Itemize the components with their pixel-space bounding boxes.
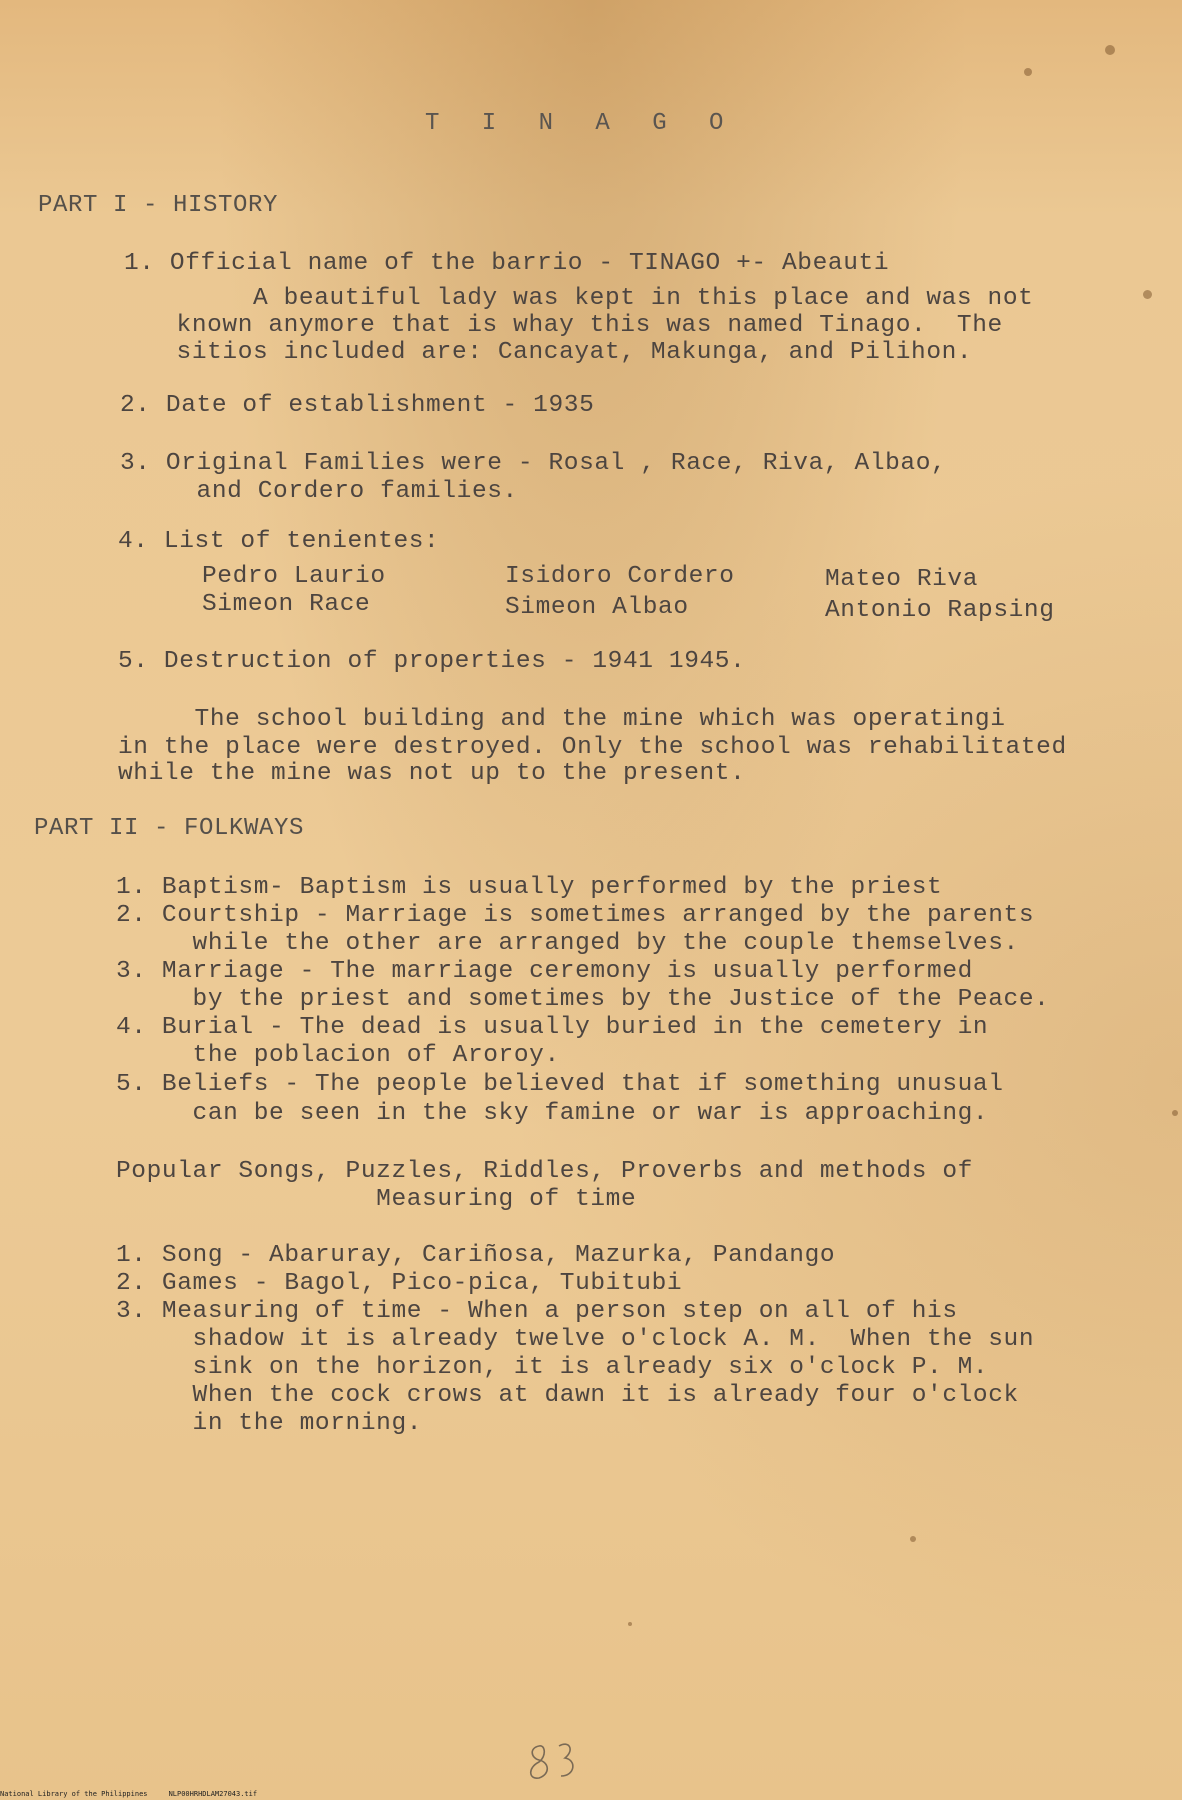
songs-item: sink on the horizon, it is already six o'clock P. M. bbox=[116, 1354, 989, 1381]
teniente-name: Pedro Laurio bbox=[202, 563, 386, 590]
stain-spot bbox=[910, 1536, 916, 1542]
songs-item: 3. Measuring of time - When a person step on all of his bbox=[116, 1298, 958, 1325]
part1-item-2: 2. Date of establishment - 1935 bbox=[120, 392, 595, 419]
destruction-note-line: in the place were destroyed. Only the school was rehabilitated bbox=[118, 734, 1067, 761]
part1-item-1: 1. Official name of the barrio - TINAGO +- Abeauti bbox=[124, 250, 890, 277]
part2-item: 2. Courtship - Marriage is sometimes arranged by the parents bbox=[116, 902, 1035, 929]
part2-item: 3. Marriage - The marriage ceremony is usually performed bbox=[116, 958, 973, 985]
stain-spot bbox=[1024, 68, 1032, 76]
teniente-name: Antonio Rapsing bbox=[825, 597, 1055, 624]
part2-item: 1. Baptism- Baptism is usually performed by the priest bbox=[116, 874, 943, 901]
handwritten-page-number bbox=[525, 1736, 585, 1786]
part2-item: while the other are arranged by the couple themselves. bbox=[116, 930, 1019, 957]
part1-item-5: 5. Destruction of properties - 1941 1945. bbox=[118, 648, 746, 675]
part2-item: 5. Beliefs - The people believed that if something unusual bbox=[116, 1071, 1004, 1098]
teniente-name: Mateo Riva bbox=[825, 566, 979, 593]
songs-item: 2. Games - Bagol, Pico-pica, Tubitubi bbox=[116, 1270, 683, 1297]
part1-item-4: 4. List of tenientes: bbox=[118, 528, 440, 555]
stain-spot bbox=[628, 1622, 632, 1626]
teniente-name: Simeon Race bbox=[202, 591, 371, 618]
page-title: T I N A G O bbox=[425, 110, 738, 137]
stain-spot bbox=[1143, 290, 1152, 299]
songs-item: 1. Song - Abaruray, Cariñosa, Mazurka, Pandango bbox=[116, 1242, 836, 1269]
teniente-name: Isidoro Cordero bbox=[505, 563, 735, 590]
stain-spot bbox=[1172, 1110, 1178, 1116]
songs-item: in the morning. bbox=[116, 1410, 423, 1437]
part2-item: can be seen in the sky famine or war is approaching. bbox=[116, 1100, 989, 1127]
teniente-name: Simeon Albao bbox=[505, 594, 689, 621]
destruction-note-line: while the mine was not up to the present. bbox=[118, 760, 746, 787]
part1-item-3-line2: and Cordero families. bbox=[120, 478, 518, 505]
archive-footer: National Library of the Philippines NLP00HRHDLAM27043.tif bbox=[0, 1790, 258, 1798]
part1-item-3: 3. Original Families were - Rosal , Race, Riva, Albao, bbox=[120, 450, 947, 477]
destruction-note-line: The school building and the mine which was operatingi bbox=[118, 706, 1006, 733]
part1-heading: PART I - HISTORY bbox=[38, 192, 279, 219]
part1-item-1-line4: sitios included are: Cancayat, Makunga, and Pilihon. bbox=[100, 339, 973, 366]
songs-item: When the cock crows at dawn it is already four o'clock bbox=[116, 1382, 1019, 1409]
songs-subheading-line: Measuring of time bbox=[116, 1186, 637, 1213]
part2-heading: PART II - FOLKWAYS bbox=[34, 815, 305, 842]
songs-subheading-line: Popular Songs, Puzzles, Riddles, Proverbs and methods of bbox=[116, 1158, 973, 1185]
part2-item: 4. Burial - The dead is usually buried in the cemetery in bbox=[116, 1014, 989, 1041]
part2-item: by the priest and sometimes by the Justice of the Peace. bbox=[116, 986, 1050, 1013]
stain-spot bbox=[1105, 45, 1115, 55]
songs-item: shadow it is already twelve o'clock A. M. When the sun bbox=[116, 1326, 1035, 1353]
part1-item-1-line2: A beautiful lady was kept in this place and was not bbox=[100, 285, 1034, 312]
part1-item-1-line3: known anymore that is whay this was named Tinago. The bbox=[100, 312, 1003, 339]
part2-item: the poblacion of Aroroy. bbox=[116, 1042, 560, 1069]
